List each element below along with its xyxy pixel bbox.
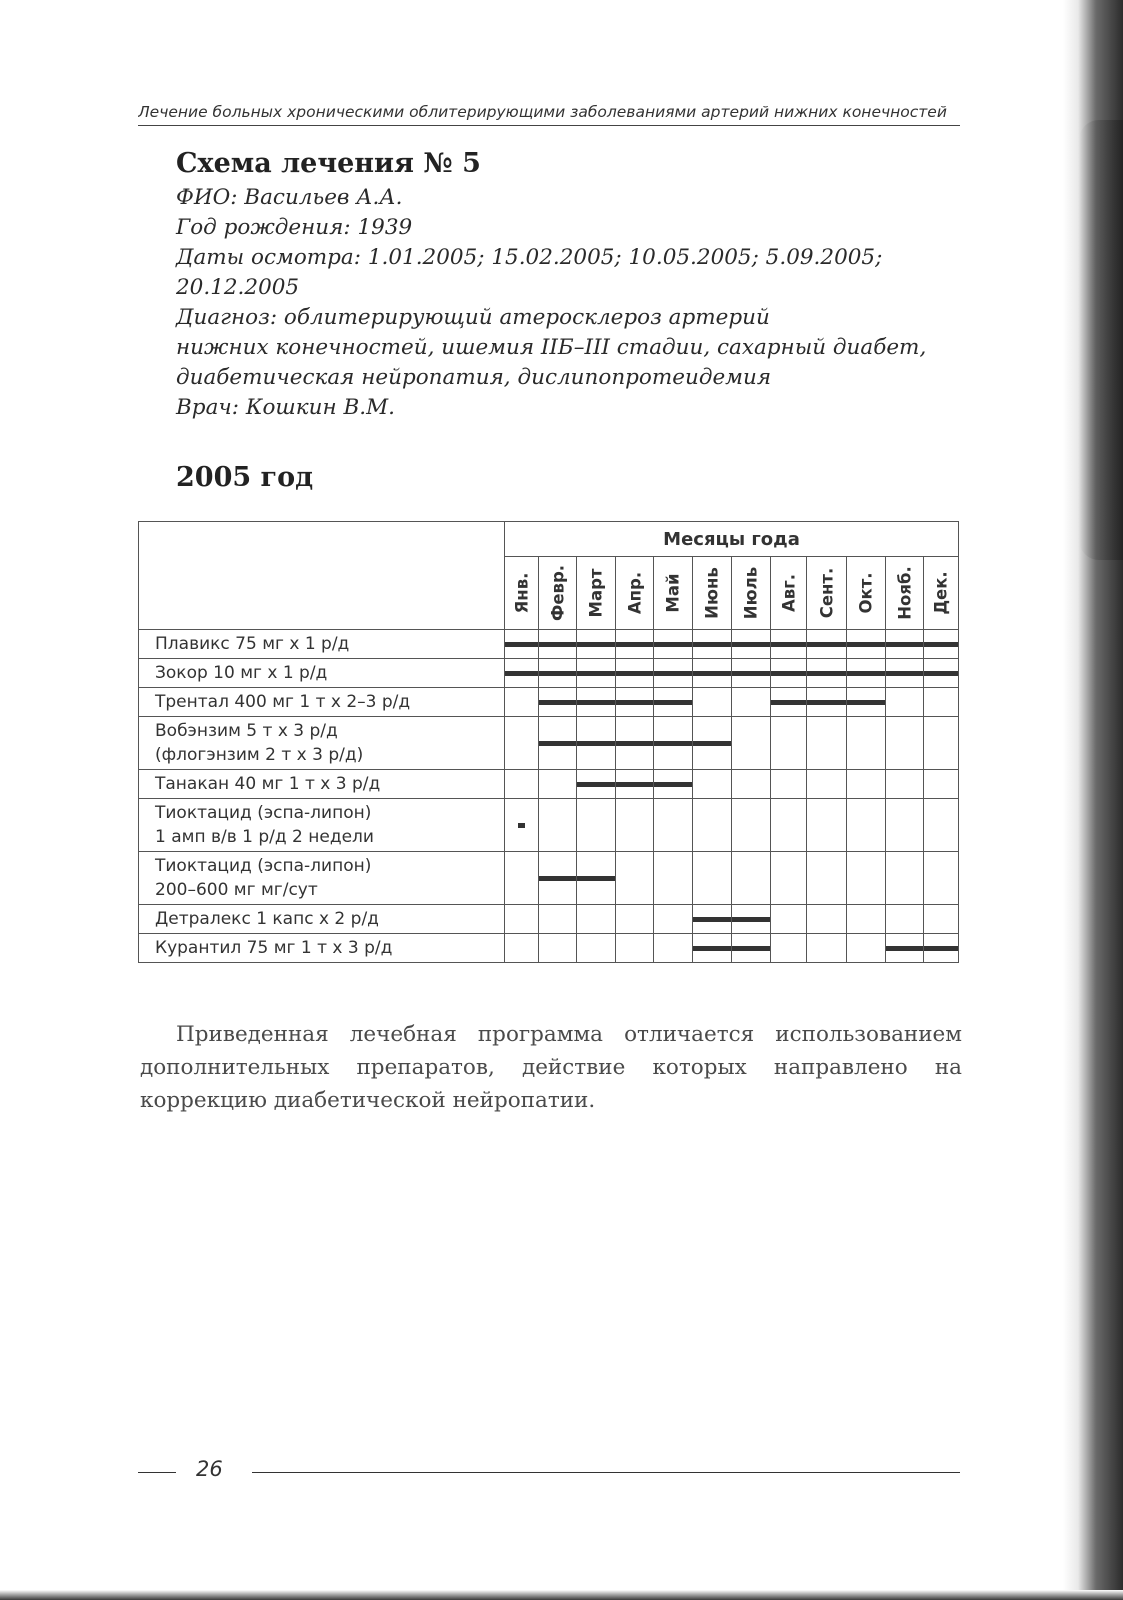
month-header-cell bbox=[577, 557, 616, 630]
spine-shadow-band bbox=[1079, 120, 1123, 560]
treatment-bar bbox=[886, 671, 923, 676]
treatment-bar bbox=[539, 876, 576, 881]
month-label: Апр. bbox=[625, 571, 644, 615]
drug-name-line: Зокор 10 мг х 1 р/д bbox=[155, 663, 328, 683]
month-header-cell bbox=[505, 557, 539, 630]
treatment-bar bbox=[732, 946, 770, 951]
month-label: Авг. bbox=[779, 573, 798, 613]
month-cell bbox=[577, 905, 616, 934]
drug-name-line: Курантил 75 мг 1 т х 3 р/д bbox=[155, 938, 393, 958]
treatment-bar bbox=[577, 671, 615, 676]
drug-row bbox=[139, 630, 959, 659]
drug-name-line: Трентал 400 мг 1 т х 2–3 р/д bbox=[155, 692, 411, 712]
drug-name-line: Вобэнзим 5 т х 3 р/д bbox=[155, 721, 338, 741]
drug-row bbox=[139, 905, 959, 934]
month-cell bbox=[807, 799, 847, 852]
month-cell bbox=[616, 659, 654, 688]
month-cell bbox=[505, 852, 539, 905]
month-header-cell bbox=[847, 557, 886, 630]
treatment-bar bbox=[924, 642, 958, 647]
book-spine-shadow bbox=[1063, 0, 1123, 1600]
schedule-body bbox=[139, 630, 959, 963]
month-cell bbox=[771, 717, 807, 770]
treatment-bar bbox=[577, 741, 615, 746]
month-cell bbox=[924, 659, 959, 688]
month-cell bbox=[924, 852, 959, 905]
month-cell bbox=[732, 717, 771, 770]
month-cell bbox=[847, 852, 886, 905]
month-cell bbox=[539, 717, 577, 770]
month-cell bbox=[771, 852, 807, 905]
month-cell bbox=[771, 934, 807, 963]
month-cell bbox=[732, 688, 771, 717]
month-cell bbox=[539, 770, 577, 799]
diagnosis-line-3: диабетическая нейропатия, дислипопротеидемия bbox=[176, 365, 772, 390]
drug-name-cell bbox=[139, 717, 505, 770]
treatment-bar bbox=[616, 642, 653, 647]
month-cell bbox=[886, 905, 924, 934]
month-cell bbox=[654, 799, 693, 852]
treatment-bar bbox=[518, 823, 526, 828]
month-cell bbox=[807, 852, 847, 905]
month-cell bbox=[732, 630, 771, 659]
page-number: 26 bbox=[196, 1457, 223, 1481]
month-cell bbox=[886, 659, 924, 688]
month-cell bbox=[693, 934, 732, 963]
page-bottom-edge bbox=[0, 1590, 1123, 1600]
month-cell bbox=[539, 688, 577, 717]
treatment-bar bbox=[693, 642, 731, 647]
month-cell bbox=[807, 934, 847, 963]
month-cell bbox=[771, 688, 807, 717]
month-cell bbox=[616, 852, 654, 905]
month-cell bbox=[771, 630, 807, 659]
treatment-bar bbox=[616, 782, 653, 787]
month-header-cell bbox=[807, 557, 847, 630]
month-label: Май bbox=[663, 573, 683, 613]
month-cell bbox=[693, 659, 732, 688]
drug-name-cell bbox=[139, 799, 505, 852]
month-cell bbox=[732, 905, 771, 934]
month-cell bbox=[577, 630, 616, 659]
treatment-bar bbox=[693, 917, 731, 922]
month-header-cell bbox=[732, 557, 771, 630]
treatment-bar bbox=[577, 782, 615, 787]
body-paragraph: Приведенная лечебная программа отличается использованием дополнительных препаратов, действие которых направлено на коррекцию диабетической нейропатии. bbox=[140, 1022, 962, 1113]
month-label: Июнь bbox=[702, 567, 722, 619]
month-cell bbox=[847, 770, 886, 799]
drug-name-cell bbox=[139, 934, 505, 963]
month-cell bbox=[693, 630, 732, 659]
month-label: Сент. bbox=[817, 567, 836, 619]
diagnosis-line: Диагноз: облитерирующий атеросклероз артерий bbox=[176, 305, 770, 330]
drug-row bbox=[139, 852, 959, 905]
month-cell bbox=[771, 659, 807, 688]
month-label: Февр. bbox=[548, 564, 567, 622]
month-cell bbox=[807, 688, 847, 717]
doctor-line: Врач: Кошкин В.М. bbox=[176, 395, 395, 420]
treatment-bar bbox=[847, 642, 885, 647]
drug-name-cell bbox=[139, 659, 505, 688]
month-cell bbox=[577, 852, 616, 905]
treatment-bar bbox=[807, 671, 846, 676]
month-cell bbox=[505, 688, 539, 717]
month-cell bbox=[693, 905, 732, 934]
month-cell bbox=[886, 717, 924, 770]
drug-name-cell bbox=[139, 630, 505, 659]
month-cell bbox=[807, 630, 847, 659]
drug-row bbox=[139, 799, 959, 852]
running-head: Лечение больных хроническими облитерирующими заболеваниями артерий нижних конечностей bbox=[138, 103, 960, 126]
drug-row bbox=[139, 934, 959, 963]
month-cell bbox=[847, 905, 886, 934]
month-cell bbox=[732, 799, 771, 852]
footer-rule bbox=[252, 1472, 960, 1473]
drug-row bbox=[139, 659, 959, 688]
month-cell bbox=[654, 717, 693, 770]
month-cell bbox=[505, 659, 539, 688]
drug-name-cell bbox=[139, 905, 505, 934]
month-label: Дек. bbox=[931, 571, 951, 615]
month-cell bbox=[693, 688, 732, 717]
month-cell bbox=[771, 905, 807, 934]
treatment-bar bbox=[654, 782, 692, 787]
treatment-bar bbox=[654, 700, 692, 705]
drug-name-line: Тиоктацид (эспа-липон) bbox=[155, 856, 372, 876]
month-cell bbox=[577, 659, 616, 688]
month-cell bbox=[693, 799, 732, 852]
month-cell bbox=[732, 659, 771, 688]
treatment-bar bbox=[924, 671, 958, 676]
month-cell bbox=[886, 770, 924, 799]
month-cell bbox=[807, 770, 847, 799]
treatment-bar bbox=[577, 700, 615, 705]
month-cell bbox=[539, 934, 577, 963]
month-cell bbox=[807, 659, 847, 688]
month-cell bbox=[886, 630, 924, 659]
month-cell bbox=[886, 799, 924, 852]
drug-name-line: Детралекс 1 капс х 2 р/д bbox=[155, 909, 379, 929]
month-cell bbox=[693, 770, 732, 799]
schedule-table bbox=[138, 521, 959, 963]
year-heading: 2005 год bbox=[176, 462, 314, 493]
month-cell bbox=[847, 659, 886, 688]
month-cell bbox=[924, 905, 959, 934]
month-label: Окт. bbox=[856, 572, 876, 614]
month-cell bbox=[847, 688, 886, 717]
month-cell bbox=[654, 852, 693, 905]
treatment-bar bbox=[693, 946, 731, 951]
month-cell bbox=[886, 688, 924, 717]
month-cell bbox=[539, 659, 577, 688]
month-cell bbox=[654, 630, 693, 659]
month-header-cell bbox=[771, 557, 807, 630]
treatment-bar bbox=[924, 946, 958, 951]
month-cell bbox=[847, 630, 886, 659]
treatment-bar bbox=[577, 642, 615, 647]
month-cell bbox=[886, 934, 924, 963]
month-cell bbox=[654, 770, 693, 799]
month-cell bbox=[807, 905, 847, 934]
drug-name-cell bbox=[139, 688, 505, 717]
month-header-cell bbox=[924, 557, 959, 630]
scheme-title: Схема лечения № 5 bbox=[176, 148, 481, 179]
treatment-bar bbox=[505, 671, 538, 676]
month-cell bbox=[505, 717, 539, 770]
month-cell bbox=[732, 934, 771, 963]
month-cell bbox=[654, 659, 693, 688]
month-label: Янв. bbox=[512, 572, 531, 614]
month-cell bbox=[616, 770, 654, 799]
month-cell bbox=[924, 688, 959, 717]
drug-name-line: (флогэнзим 2 т х 3 р/д) bbox=[155, 745, 364, 765]
drug-name-line: Плавикс 75 мг х 1 р/д bbox=[155, 634, 350, 654]
month-cell bbox=[539, 799, 577, 852]
month-header-cell bbox=[886, 557, 924, 630]
treatment-bar bbox=[732, 917, 770, 922]
drug-name-cell bbox=[139, 852, 505, 905]
month-cell bbox=[577, 934, 616, 963]
month-cell bbox=[886, 852, 924, 905]
treatment-bar bbox=[693, 671, 731, 676]
month-cell bbox=[693, 852, 732, 905]
month-cell bbox=[616, 630, 654, 659]
treatment-bar bbox=[616, 671, 653, 676]
month-header-cell bbox=[616, 557, 654, 630]
patient-name-line: ФИО: Васильев А.А. bbox=[176, 185, 403, 210]
month-cell bbox=[847, 799, 886, 852]
month-label: Июль bbox=[741, 566, 761, 620]
treatment-bar bbox=[886, 946, 923, 951]
drug-row bbox=[139, 688, 959, 717]
treatment-bar bbox=[732, 642, 770, 647]
month-cell bbox=[505, 630, 539, 659]
diagnosis-line-2: нижних конечностей, ишемия IIБ–III стадии, сахарный диабет, bbox=[176, 335, 927, 360]
treatment-bar bbox=[771, 642, 806, 647]
month-cell bbox=[577, 770, 616, 799]
month-cell bbox=[616, 717, 654, 770]
month-cell bbox=[771, 799, 807, 852]
drug-name-cell bbox=[139, 770, 505, 799]
treatment-bar bbox=[847, 700, 885, 705]
treatment-bar bbox=[654, 741, 692, 746]
month-cell bbox=[616, 799, 654, 852]
treatment-bar bbox=[654, 671, 692, 676]
month-cell bbox=[732, 770, 771, 799]
scheme-info bbox=[176, 148, 966, 423]
exam-dates-line: Даты осмотра: 1.01.2005; 15.02.2005; 10.05.2005; 5.09.2005; bbox=[176, 245, 883, 270]
month-cell bbox=[924, 717, 959, 770]
drug-row bbox=[139, 717, 959, 770]
month-cell bbox=[924, 630, 959, 659]
month-cell bbox=[654, 934, 693, 963]
treatment-bar bbox=[539, 642, 576, 647]
month-label: Март bbox=[586, 568, 606, 618]
month-cell bbox=[539, 905, 577, 934]
month-cell bbox=[616, 688, 654, 717]
month-header-cell bbox=[693, 557, 732, 630]
month-cell bbox=[577, 688, 616, 717]
treatment-bar bbox=[693, 741, 731, 746]
month-cell bbox=[654, 905, 693, 934]
drug-name-line: 200–600 мг мг/сут bbox=[155, 880, 318, 900]
drug-name-line: 1 амп в/в 1 р/д 2 недели bbox=[155, 827, 374, 847]
month-cell bbox=[539, 852, 577, 905]
month-cell bbox=[924, 934, 959, 963]
month-cell bbox=[616, 905, 654, 934]
drug-name-line: Танакан 40 мг 1 т х 3 р/д bbox=[155, 774, 381, 794]
month-header-cell bbox=[654, 557, 693, 630]
month-cell bbox=[505, 934, 539, 963]
drug-header-cell bbox=[139, 522, 505, 630]
treatment-bar bbox=[771, 671, 806, 676]
month-cell bbox=[577, 717, 616, 770]
months-header: Месяцы года bbox=[505, 522, 959, 557]
month-label: Нояб. bbox=[895, 566, 914, 620]
treatment-bar bbox=[505, 642, 538, 647]
treatment-bar bbox=[654, 642, 692, 647]
treatment-bar bbox=[807, 700, 846, 705]
birth-year-line: Год рождения: 1939 bbox=[176, 215, 413, 240]
month-cell bbox=[771, 770, 807, 799]
month-cell bbox=[577, 799, 616, 852]
month-cell bbox=[539, 630, 577, 659]
month-cell bbox=[924, 770, 959, 799]
drug-row bbox=[139, 770, 959, 799]
exam-dates-line-cont: 20.12.2005 bbox=[176, 275, 300, 300]
month-cell bbox=[616, 934, 654, 963]
month-cell bbox=[847, 934, 886, 963]
month-cell bbox=[807, 717, 847, 770]
month-cell bbox=[924, 799, 959, 852]
treatment-bar bbox=[539, 671, 576, 676]
treatment-bar bbox=[732, 671, 770, 676]
footer-dash bbox=[138, 1472, 176, 1473]
treatment-bar bbox=[616, 741, 653, 746]
treatment-bar bbox=[771, 700, 806, 705]
month-header-cell bbox=[539, 557, 577, 630]
drug-name-line: Тиоктацид (эспа-липон) bbox=[155, 803, 372, 823]
month-cell bbox=[505, 905, 539, 934]
treatment-bar bbox=[807, 642, 846, 647]
treatment-schedule bbox=[138, 521, 959, 963]
treatment-bar bbox=[539, 741, 576, 746]
treatment-bar bbox=[886, 642, 923, 647]
treatment-bar bbox=[539, 700, 576, 705]
month-cell bbox=[654, 688, 693, 717]
month-cell bbox=[847, 717, 886, 770]
month-cell bbox=[732, 852, 771, 905]
month-cell bbox=[693, 717, 732, 770]
treatment-bar bbox=[616, 700, 653, 705]
month-cell bbox=[505, 799, 539, 852]
treatment-bar bbox=[847, 671, 885, 676]
treatment-bar bbox=[577, 876, 615, 881]
month-cell bbox=[505, 770, 539, 799]
